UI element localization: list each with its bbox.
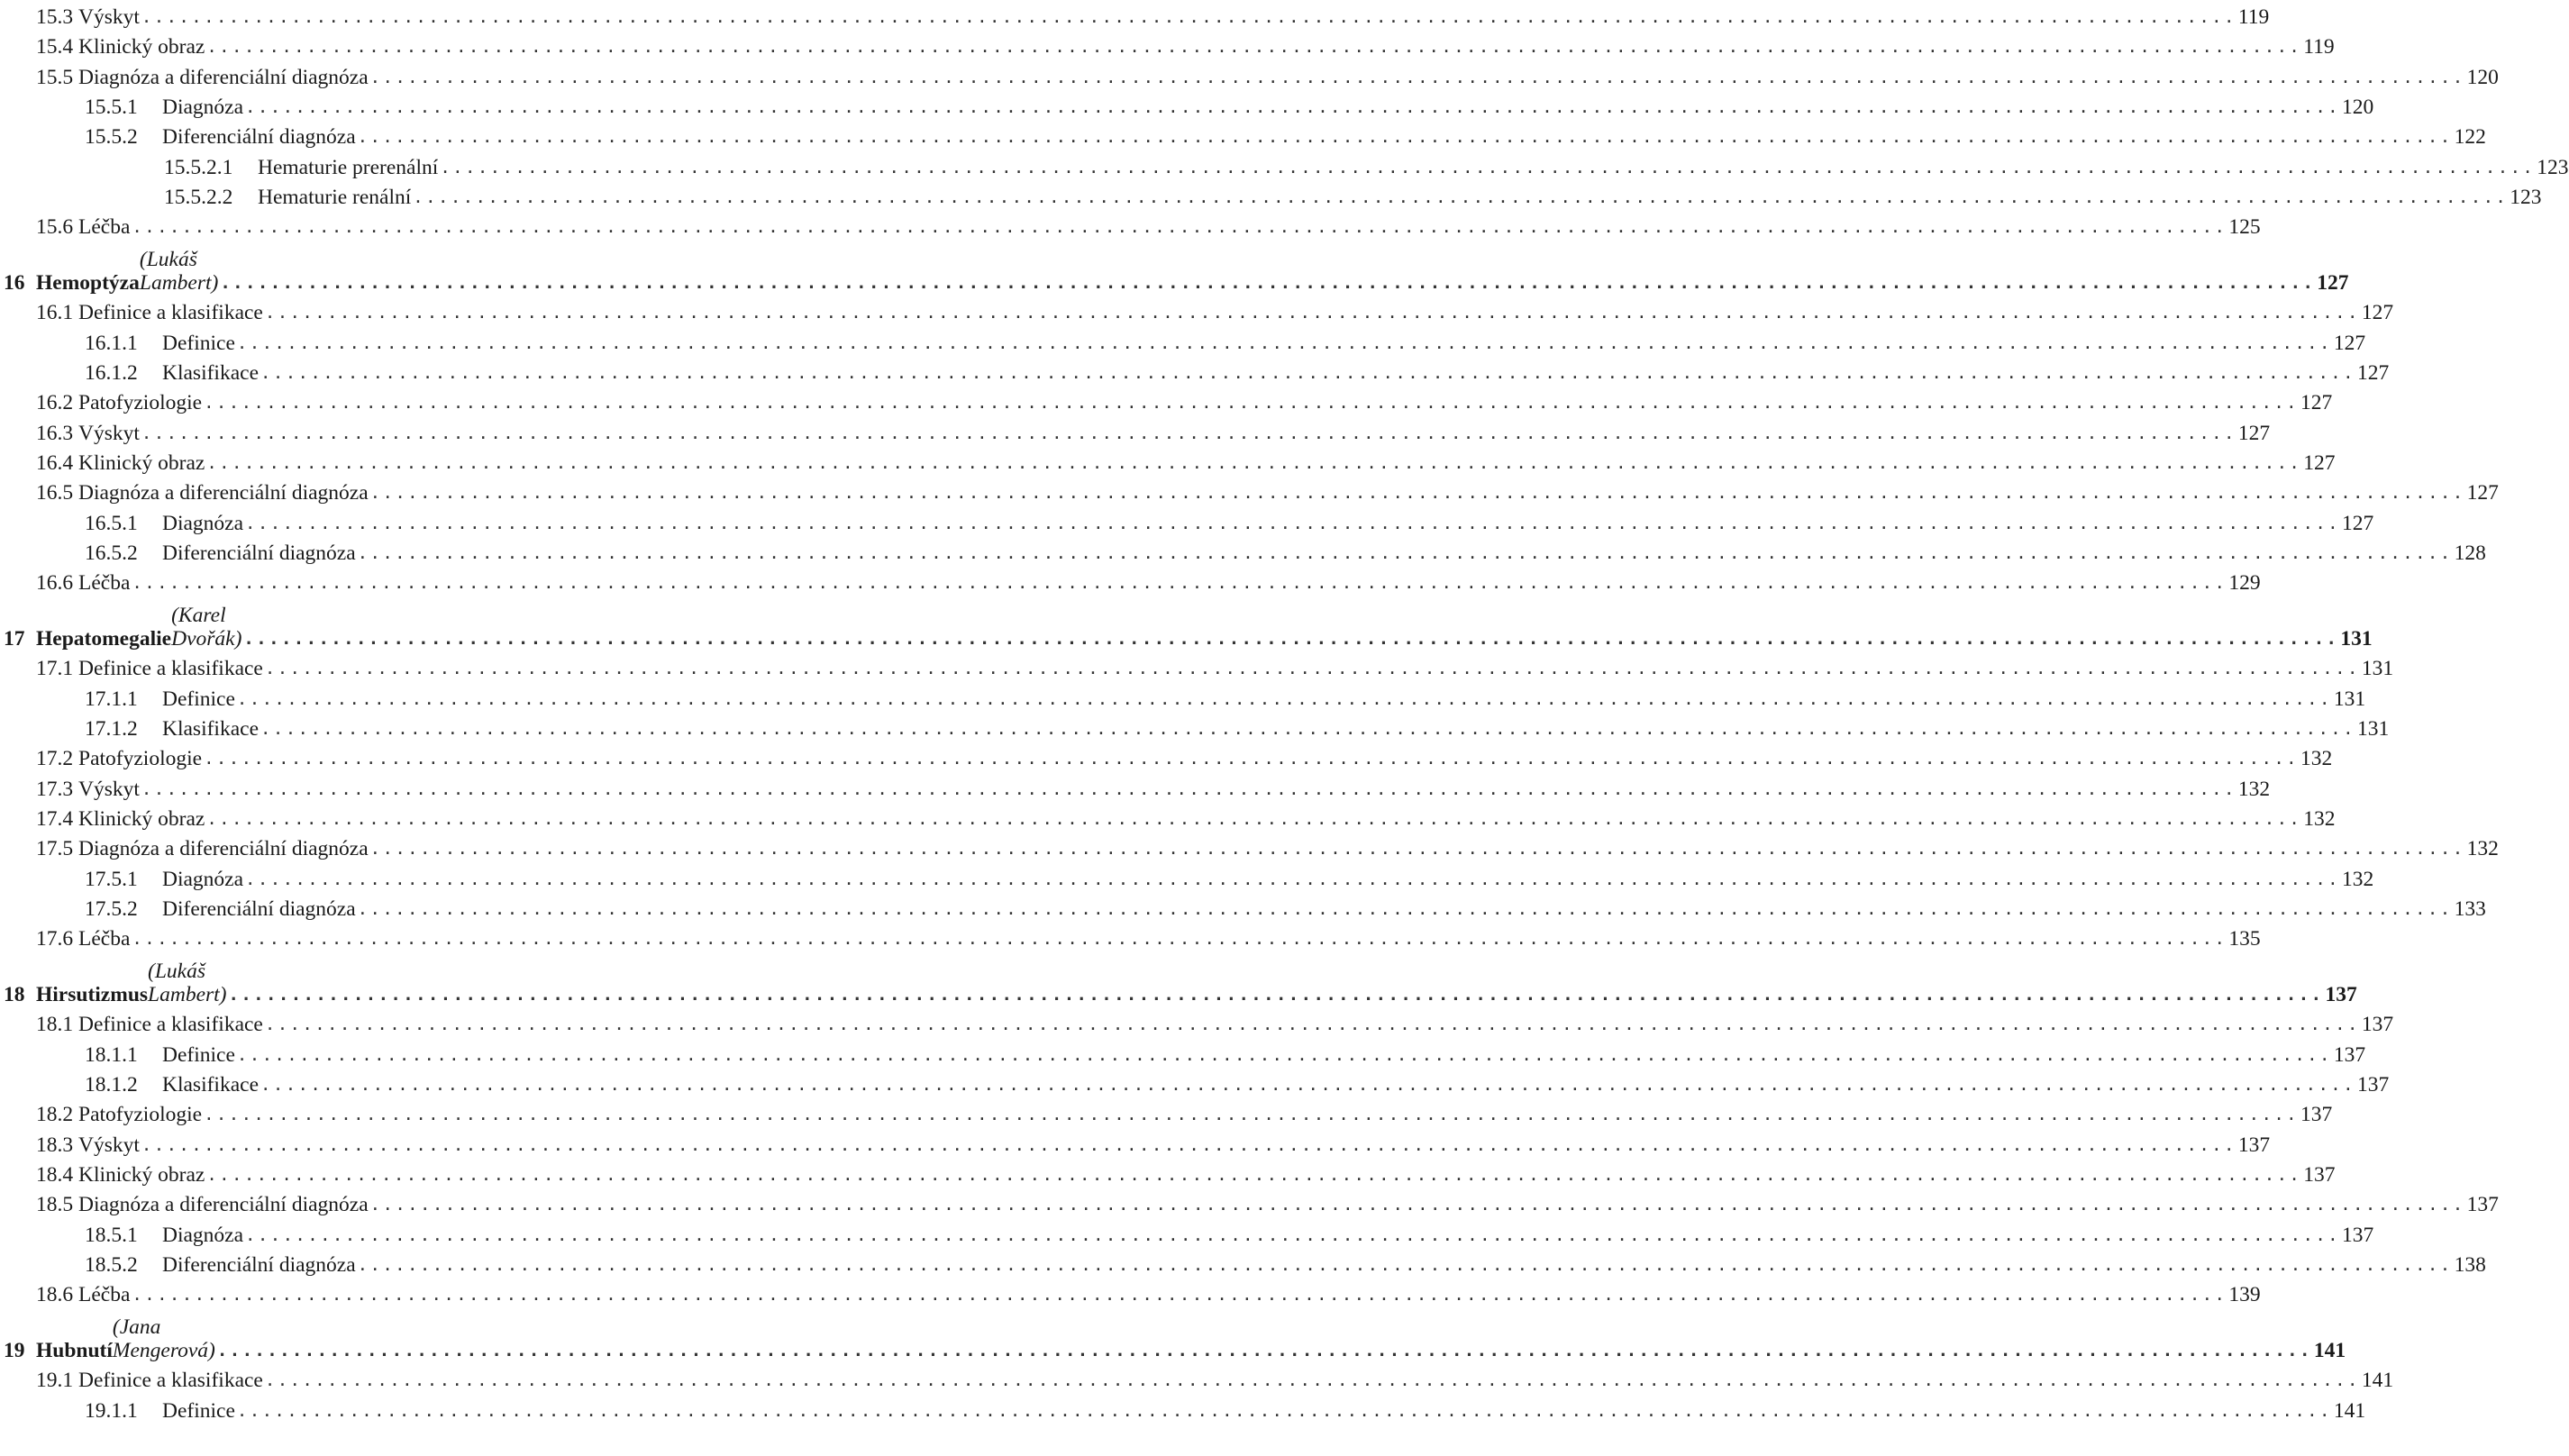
dot-leader xyxy=(132,571,2227,595)
toc-entry-number: 16.1 xyxy=(36,301,78,325)
toc-entry-title: Definice a klasifikace xyxy=(78,1013,263,1037)
dot-leader xyxy=(204,747,2299,770)
dot-leader xyxy=(260,1073,2355,1097)
toc-entry-title: Diferenciální diagnóza xyxy=(162,541,356,565)
toc-page-number: 132 xyxy=(2466,837,2499,861)
toc-entry-title: Definice xyxy=(162,331,235,355)
toc-entry[interactable] xyxy=(0,772,2271,801)
toc-page-number: 137 xyxy=(2325,983,2357,1007)
toc-entry[interactable] xyxy=(0,832,2499,861)
toc-entry-number: 16.3 xyxy=(36,421,78,445)
toc-page-number: 132 xyxy=(2300,747,2333,771)
dot-leader xyxy=(132,927,2227,951)
toc-entry-number: 18.2 xyxy=(36,1103,78,1127)
toc-entry-number: 19 xyxy=(4,1339,25,1363)
toc-entry-title: Diferenciální diagnóza xyxy=(162,125,356,150)
toc-entry-number: 17.5.1 xyxy=(85,867,138,891)
toc-page-number: 137 xyxy=(2237,1133,2271,1157)
dot-leader xyxy=(132,215,2227,239)
toc-chapter-entry[interactable] xyxy=(0,1315,2346,1363)
toc-entry[interactable] xyxy=(0,536,2486,565)
toc-entry-title: Léčba xyxy=(78,927,131,951)
toc-entry-number: 15.5.2 xyxy=(85,125,138,150)
dot-leader xyxy=(265,301,2360,324)
dot-leader xyxy=(206,1163,2301,1187)
dot-leader xyxy=(237,1043,2332,1067)
toc-entry-number: 18 xyxy=(4,983,25,1007)
toc-page-number: 125 xyxy=(2228,215,2261,240)
dot-leader xyxy=(413,186,2508,209)
toc-entry-title: Diferenciální diagnóza xyxy=(162,1252,356,1277)
toc-page-number: 119 xyxy=(2237,5,2270,29)
toc-entry-title: Diagnóza xyxy=(162,867,244,891)
toc-entry-title: Výskyt xyxy=(78,421,140,445)
dot-leader xyxy=(260,361,2355,385)
toc-entry-number: 16.4 xyxy=(36,450,78,475)
toc-page-number: 120 xyxy=(2342,95,2374,119)
toc-entry-title: Diagnóza xyxy=(162,511,244,535)
toc-entry-number: 16 xyxy=(4,271,25,296)
toc-page-number: 127 xyxy=(2356,361,2390,385)
toc-entry-title: Diagnóza a diferenciální diagnóza xyxy=(78,481,369,505)
toc-entry[interactable] xyxy=(0,922,2261,951)
toc-page-number: 137 xyxy=(2300,1103,2333,1127)
toc-entry-number: 16.1.1 xyxy=(85,331,138,355)
dot-leader xyxy=(245,512,2340,535)
dot-leader xyxy=(440,156,2535,179)
toc-entry[interactable] xyxy=(0,356,2390,385)
toc-entry-title: Výskyt xyxy=(78,1133,140,1157)
toc-page-number: 131 xyxy=(2333,687,2366,711)
dot-leader xyxy=(237,687,2332,711)
toc-entry[interactable] xyxy=(0,210,2261,240)
toc-entry-title: Hemoptýza xyxy=(36,271,140,296)
toc-page-number: 137 xyxy=(2342,1223,2374,1247)
toc-page-number: 133 xyxy=(2454,896,2486,921)
toc-page-number: 137 xyxy=(2356,1073,2390,1097)
dot-leader xyxy=(237,1399,2332,1423)
toc-entry-title: Diferenciální diagnóza xyxy=(162,896,356,921)
toc-entry[interactable] xyxy=(0,1218,2374,1247)
dot-leader xyxy=(237,332,2332,355)
toc-entry-number: 18.1 xyxy=(36,1013,78,1037)
toc-entry-number: 17.1.2 xyxy=(85,717,138,741)
toc-page-number: 141 xyxy=(2333,1398,2366,1423)
toc-entry[interactable] xyxy=(0,150,2569,179)
toc-entry-number: 16.2 xyxy=(36,391,78,415)
toc-page-number: 138 xyxy=(2454,1252,2486,1277)
toc-entry-number: 16.5.1 xyxy=(85,511,138,535)
toc-chapter-entry[interactable] xyxy=(0,248,2349,296)
toc-entry[interactable] xyxy=(0,416,2271,445)
toc-chapter-author: (Lukáš Lambert) xyxy=(139,248,219,296)
toc-entry-title: Definice xyxy=(162,1042,235,1067)
dot-leader xyxy=(370,1193,2465,1216)
toc-entry[interactable] xyxy=(0,1128,2271,1157)
toc-entry-title: Léčba xyxy=(78,1283,131,1307)
toc-entry[interactable] xyxy=(0,682,2366,711)
toc-entry-title: Diagnóza xyxy=(162,95,244,119)
toc-page-number: 137 xyxy=(2333,1042,2366,1067)
toc-entry[interactable] xyxy=(0,506,2374,535)
dot-leader xyxy=(206,35,2301,59)
dot-leader xyxy=(206,807,2301,831)
dot-leader xyxy=(204,391,2299,414)
toc-entry-number: 16.6 xyxy=(36,571,78,596)
toc-entry[interactable] xyxy=(0,1394,2366,1423)
toc-entry[interactable] xyxy=(0,1158,2336,1187)
toc-entry-title: Patofyziologie xyxy=(78,1103,203,1127)
dot-leader xyxy=(358,125,2453,149)
toc-page-number: 137 xyxy=(2361,1013,2394,1037)
toc-entry-number: 18.1.1 xyxy=(85,1042,138,1067)
toc-entry-title: Diagnóza a diferenciální diagnóza xyxy=(78,65,369,89)
toc-entry[interactable] xyxy=(0,326,2366,355)
toc-entry-title: Klinický obraz xyxy=(78,1162,205,1187)
toc-entry[interactable] xyxy=(0,1363,2394,1393)
toc-entry-number: 18.1.2 xyxy=(85,1073,138,1097)
toc-page-number: 123 xyxy=(2510,185,2542,209)
toc-entry-title: Diagnóza xyxy=(162,1223,244,1247)
toc-entry[interactable] xyxy=(0,296,2394,325)
toc-entry-title: Klasifikace xyxy=(162,1073,260,1097)
toc-entry-title: Léčba xyxy=(78,215,131,240)
dot-leader xyxy=(220,271,2315,295)
toc-entry[interactable] xyxy=(0,1038,2366,1067)
toc-entry[interactable] xyxy=(0,1007,2394,1037)
dot-leader xyxy=(243,627,2338,651)
dot-leader xyxy=(206,451,2301,475)
toc-page-number: 131 xyxy=(2340,627,2373,651)
toc-entry[interactable] xyxy=(0,90,2374,119)
toc-page-number: 132 xyxy=(2237,777,2271,801)
toc-page-number: 137 xyxy=(2466,1193,2499,1217)
toc-entry[interactable] xyxy=(0,446,2336,475)
dot-leader xyxy=(260,717,2355,741)
toc-entry-number: 19.1 xyxy=(36,1369,78,1393)
dot-leader xyxy=(245,96,2340,119)
toc-entry-title: Definice a klasifikace xyxy=(78,1369,263,1393)
toc-entry-number: 17 xyxy=(4,627,25,651)
toc-entry-title: Diagnóza a diferenciální diagnóza xyxy=(78,1193,369,1217)
toc-entry-number: 17.4 xyxy=(36,806,78,831)
toc-entry-number: 15.6 xyxy=(36,215,78,240)
toc-page-number: 128 xyxy=(2454,541,2486,565)
toc-page-number: 127 xyxy=(2361,301,2394,325)
toc-entry-number: 15.3 xyxy=(36,5,78,29)
dot-leader xyxy=(141,778,2236,801)
toc-chapter-author: (Jana Mengerová) xyxy=(112,1315,215,1363)
toc-entry-number: 16.1.2 xyxy=(85,361,138,385)
toc-page-number: 127 xyxy=(2303,450,2336,475)
toc-chapter-author: (Karel Dvořák) xyxy=(171,604,242,651)
toc-page-number: 141 xyxy=(2313,1339,2346,1363)
toc-entry-title: Hirsutizmus xyxy=(36,983,149,1007)
toc-entry-number: 18.5.1 xyxy=(85,1223,138,1247)
toc-entry-number: 15.5.2.1 xyxy=(164,155,233,179)
dot-leader xyxy=(370,837,2465,860)
dot-leader xyxy=(132,1283,2227,1306)
toc-page-number: 131 xyxy=(2356,717,2390,741)
toc-entry-number: 17.2 xyxy=(36,747,78,771)
toc-entry-title: Klinický obraz xyxy=(78,450,205,475)
dot-leader xyxy=(370,481,2465,505)
toc-entry-number: 17.1.1 xyxy=(85,687,138,711)
toc-entry-title: Patofyziologie xyxy=(78,391,203,415)
toc-entry-title: Výskyt xyxy=(78,5,140,29)
toc-entry-title: Diagnóza a diferenciální diagnóza xyxy=(78,837,369,861)
toc-entry[interactable] xyxy=(0,1278,2261,1307)
toc-entry-title: Hubnutí xyxy=(36,1339,113,1363)
toc-page-number: 127 xyxy=(2466,481,2499,505)
toc-entry[interactable] xyxy=(0,651,2394,681)
toc-entry[interactable] xyxy=(0,862,2374,891)
dot-leader xyxy=(245,868,2340,891)
toc-entry-title: Definice xyxy=(162,687,235,711)
dot-leader xyxy=(265,1369,2360,1392)
toc-page-number: 127 xyxy=(2333,331,2366,355)
toc-entry-number: 17.1 xyxy=(36,657,78,681)
toc-entry-number: 19.1.1 xyxy=(85,1398,138,1423)
toc-entry-number: 16.5 xyxy=(36,481,78,505)
toc-page-number: 119 xyxy=(2303,35,2335,59)
toc-entry-title: Klinický obraz xyxy=(78,35,205,59)
toc-chapter-author: (Lukáš Lambert) xyxy=(148,960,227,1007)
toc-entry-number: 18.3 xyxy=(36,1133,78,1157)
toc-entry[interactable] xyxy=(0,1188,2499,1217)
dot-leader xyxy=(141,5,2236,29)
dot-leader xyxy=(204,1103,2299,1126)
toc-entry-number: 18.5 xyxy=(36,1193,78,1217)
toc-page-number: 135 xyxy=(2228,927,2261,951)
toc-entry-title: Definice a klasifikace xyxy=(78,301,263,325)
toc-entry-number: 17.6 xyxy=(36,927,78,951)
dot-leader xyxy=(358,897,2453,921)
toc-entry-title: Léčba xyxy=(78,571,131,596)
toc-page-number: 122 xyxy=(2454,125,2486,150)
toc-entry[interactable] xyxy=(0,892,2486,921)
toc-entry-number: 15.5.2.2 xyxy=(164,185,233,209)
toc-entry-number: 15.5 xyxy=(36,65,78,89)
toc-entry-title: Hematurie renální xyxy=(258,185,412,209)
toc-page-number: 137 xyxy=(2303,1162,2336,1187)
toc-chapter-entry[interactable] xyxy=(0,960,2357,1007)
toc-entry[interactable] xyxy=(0,712,2390,741)
toc-entry-title: Patofyziologie xyxy=(78,747,203,771)
toc-page-number: 127 xyxy=(2300,391,2333,415)
dot-leader xyxy=(265,657,2360,680)
toc-entry-number: 17.3 xyxy=(36,777,78,801)
toc-page-number: 131 xyxy=(2361,657,2394,681)
toc-entry-title: Klasifikace xyxy=(162,361,260,385)
toc-entry[interactable] xyxy=(0,566,2261,596)
toc-entry[interactable] xyxy=(0,1097,2333,1127)
toc-page-number: 129 xyxy=(2228,571,2261,596)
toc-page-number: 127 xyxy=(2317,271,2349,296)
toc-entry-title: Hematurie prerenální xyxy=(258,155,439,179)
toc-entry-number: 16.5.2 xyxy=(85,541,138,565)
toc-entry-number: 17.5 xyxy=(36,837,78,861)
toc-entry[interactable] xyxy=(0,30,2335,59)
toc-entry-title: Definice xyxy=(162,1398,235,1423)
toc-entry-title: Klinický obraz xyxy=(78,806,205,831)
toc-page-number: 132 xyxy=(2342,867,2374,891)
toc-entry-title: Definice a klasifikace xyxy=(78,657,263,681)
toc-entry[interactable] xyxy=(0,742,2333,771)
toc-entry[interactable] xyxy=(0,1248,2486,1277)
toc-entry[interactable] xyxy=(0,0,2270,29)
toc-entry[interactable] xyxy=(0,386,2333,415)
toc-entry[interactable] xyxy=(0,802,2336,831)
toc-entry[interactable] xyxy=(0,476,2499,505)
toc-entry-number: 17.5.2 xyxy=(85,896,138,921)
toc-page-number: 120 xyxy=(2466,65,2499,89)
toc-chapter-entry[interactable] xyxy=(0,604,2373,651)
dot-leader xyxy=(217,1339,2312,1362)
toc-entry[interactable] xyxy=(0,60,2499,89)
toc-entry-number: 18.5.2 xyxy=(85,1252,138,1277)
dot-leader xyxy=(141,1133,2236,1157)
toc-page-number: 132 xyxy=(2303,806,2336,831)
dot-leader xyxy=(265,1013,2360,1036)
dot-leader xyxy=(229,983,2324,1006)
toc-page-number: 139 xyxy=(2228,1283,2261,1307)
toc-entry-number: 15.4 xyxy=(36,35,78,59)
toc-entry-number: 18.4 xyxy=(36,1162,78,1187)
toc-entry-number: 15.5.1 xyxy=(85,95,138,119)
toc-page-number: 123 xyxy=(2537,155,2569,179)
toc-entry-number: 18.6 xyxy=(36,1283,78,1307)
toc-entry-title: Výskyt xyxy=(78,777,140,801)
toc-entry[interactable] xyxy=(0,1068,2390,1097)
dot-leader xyxy=(245,1224,2340,1247)
toc-page-number: 127 xyxy=(2342,511,2374,535)
toc-entry[interactable] xyxy=(0,180,2542,209)
toc-page-number: 141 xyxy=(2361,1369,2394,1393)
toc-entry[interactable] xyxy=(0,120,2486,150)
toc-entry-title: Hepatomegalie xyxy=(36,627,172,651)
dot-leader xyxy=(358,541,2453,565)
toc-page-number: 127 xyxy=(2237,421,2271,445)
dot-leader xyxy=(358,1253,2453,1277)
dot-leader xyxy=(370,66,2465,89)
dot-leader xyxy=(141,422,2236,445)
toc-entry-title: Klasifikace xyxy=(162,717,260,741)
